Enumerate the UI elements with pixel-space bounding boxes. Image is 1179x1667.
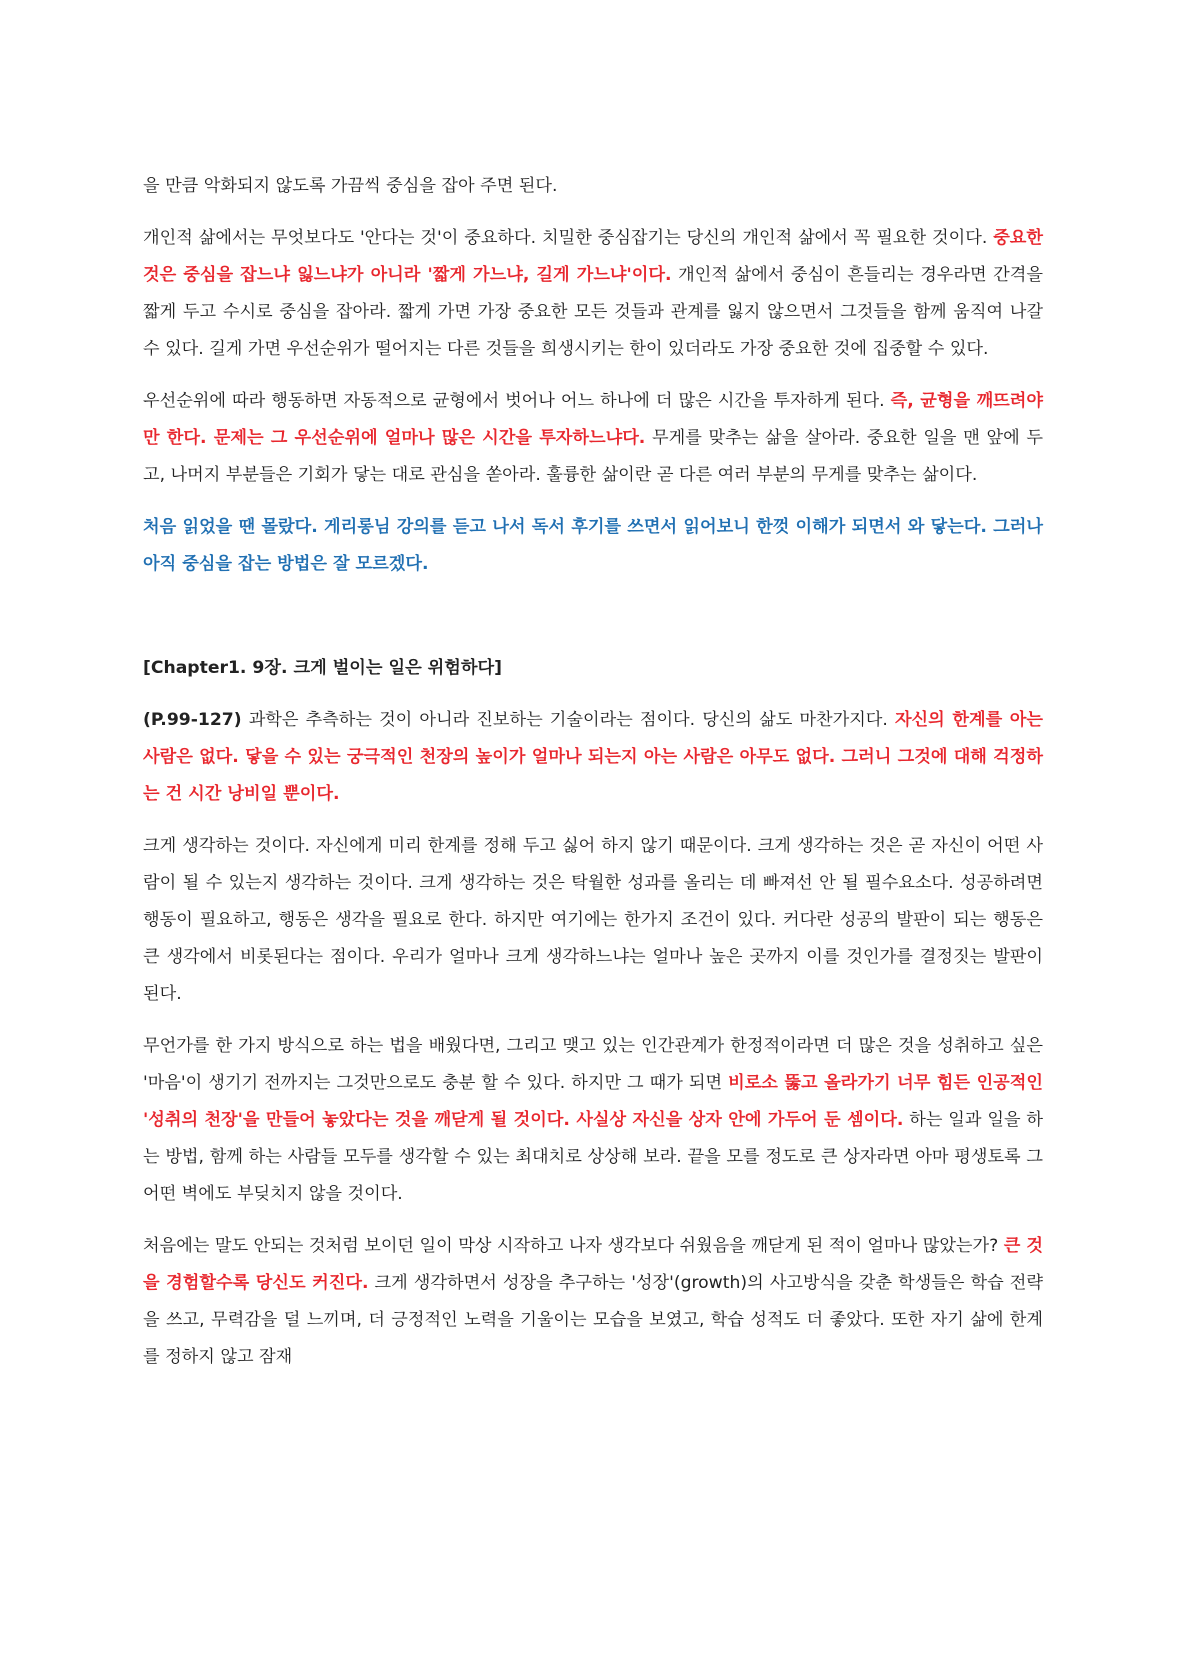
paragraph-7: 무언가를 한 가지 방식으로 하는 법을 배웠다면, 그리고 맺고 있는 인간관계가 한정적이라면 더 많은 것을 성취하고 싶은 '마음'이 생기기 전까지는 그것만으로도 충분 할 수 있다. 하지만 그 때가 되면 비로소 뚫고 올라가기 너무 힘든 인공적인 '성취의 천장'을 만들어 놓았다는 것을 깨닫게 될 것이다. 사실상 자신을 상자 안에 가두어 둔 셈이다. 하는 일과 일을 하는 방법, 함께 하는 사람들 모두를 생각할 수 있는 최대치로 상상해 보라. 끝을 모를 정도로 큰 상자라면 아마 평생토록 그 어떤 벽에도 부딪치지 않을 것이다.: [143, 1036, 1043, 1204]
paragraph-3: 우선순위에 따라 행동하면 자동적으로 균형에서 벗어나 어느 하나에 더 많은 시간을 투자하게 된다. 즉, 균형을 깨뜨려야만 한다. 문제는 그 우선순위에 얼마나 많은 시간을 투자하느냐다. 무게를 맞추는 삶을 살아라. 중요한 일을 맨 앞에 두고, 나머지 부분들은 기회가 닿는 대로 관심을 쏟아라. 훌륭한 삶이란 곧 다른 여러 부분의 무게를 맞추는 삶이다.: [143, 391, 1043, 485]
highlight-red: 큰 것을 경험할수록 당신도 커진다.: [143, 1236, 1043, 1293]
paragraph-6: 크게 생각하는 것이다. 자신에게 미리 한계를 정해 두고 싫어 하지 않기 때문이다. 크게 생각하는 것은 곧 자신이 어떤 사람이 될 수 있는지 생각하는 것이다. 크게 생각하는 것은 탁월한 성과를 올리는 데 빠져선 안 될 필수요소다. 성공하려면 행동이 필요하고, 행동은 생각을 필요로 한다. 하지만 여기에는 한가지 조건이 있다. 커다란 성공의 발판이 되는 행동은 큰 생각에서 비롯된다는 점이다. 우리가 얼마나 크게 생각하느냐는 얼마나 높은 곳까지 이를 것인가를 결정짓는 발판이 된다.: [143, 836, 1043, 1004]
document-body: [143, 168, 1043, 1391]
section-gap: [143, 598, 1043, 650]
highlight-red: 즉, 균형을 깨뜨려야만 한다. 문제는 그 우선순위에 얼마나 많은 시간을 투자하느냐다.: [143, 391, 1043, 448]
paragraph-1: 을 만큼 악화되지 않도록 가끔씩 중심을 잡아 주면 된다.: [143, 176, 558, 196]
paragraph-2: 개인적 삶에서는 무엇보다도 '안다는 것'이 중요하다. 치밀한 중심잡기는 당신의 개인적 삶에서 꼭 필요한 것이다. 중요한 것은 중심을 잡느냐 잃느냐가 아니라 '짧게 가느냐, 길게 가느냐'이다. 개인적 삶에서 중심이 흔들리는 경우라면 간격을 짧게 두고 수시로 중심을 잡아라. 짧게 가면 가장 중요한 모든 것들과 관계를 잃지 않으면서 그것들을 함께 움직여 나갈 수 있다. 길게 가면 우선순위가 떨어지는 다른 것들을 희생시키는 한이 있더라도 가장 중요한 것에 집중할 수 있다.: [143, 228, 1043, 359]
paragraph-5: (P.99-127) 과학은 추측하는 것이 아니라 진보하는 기술이라는 점이다. 당신의 삶도 마찬가지다. 자신의 한계를 아는 사람은 없다. 닿을 수 있는 궁극적인 천장의 높이가 얼마나 되는지 아는 사람은 아무도 없다. 그러니 그것에 대해 걱정하는 건 시간 낭비일 뿐이다.: [143, 710, 1043, 804]
page-range: (P.99-127): [143, 710, 242, 730]
paragraph-8: 처음에는 말도 안되는 것처럼 보이던 일이 막상 시작하고 나자 생각보다 쉬웠음을 깨닫게 된 적이 얼마나 많았는가? 큰 것을 경험할수록 당신도 커진다. 크게 생각하면서 성장을 추구하는 '성장'(growth)의 사고방식을 갖춘 학생들은 학습 전략을 쓰고, 무력감을 덜 느끼며, 더 긍정적인 노력을 기울이는 모습을 보였고, 학습 성적도 더 좋았다. 또한 자기 삶에 한계를 정하지 않고 잠재: [143, 1236, 1043, 1367]
chapter-heading: [Chapter1. 9장. 크게 벌이는 일은 위험하다]: [143, 658, 502, 678]
highlight-red: 비로소 뚫고 올라가기 너무 힘든 인공적인 '성취의 천장'을 만들어 놓았다는 것을 깨닫게 될 것이다. 사실상 자신을 상자 안에 가두어 둔 셈이다.: [143, 1073, 1043, 1130]
highlight-red: 중요한 것은 중심을 잡느냐 잃느냐가 아니라 '짧게 가느냐, 길게 가느냐'이다.: [143, 228, 1043, 285]
reader-comment: 처음 읽었을 땐 몰랐다. 게리롱님 강의를 듣고 나서 독서 후기를 쓰면서 읽어보니 한껏 이해가 되면서 와 닿는다. 그러나 아직 중심을 잡는 방법은 잘 모르겠다.: [143, 517, 1043, 574]
highlight-red: 자신의 한계를 아는 사람은 없다. 닿을 수 있는 궁극적인 천장의 높이가 얼마나 되는지 아는 사람은 아무도 없다. 그러니 그것에 대해 걱정하는 건 시간 낭비일 뿐이다.: [143, 710, 1043, 804]
